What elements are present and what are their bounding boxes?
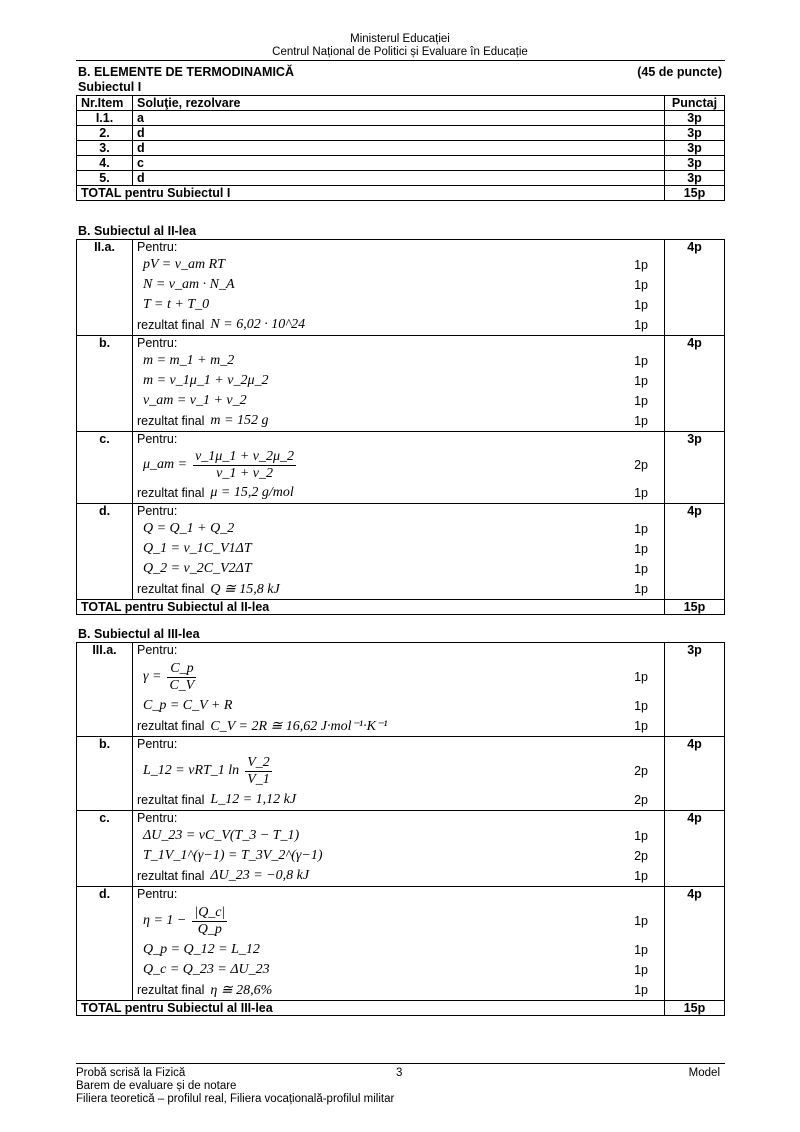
points: 3p (665, 141, 725, 156)
item-row (77, 240, 725, 336)
line-points: 1p (634, 829, 648, 843)
item-row (77, 504, 725, 600)
result-prefix: rezultat final (137, 414, 205, 428)
formula: Q ≅ 15,8 kJ (210, 581, 280, 597)
formula-line (137, 866, 660, 886)
section-points: (45 de puncte) (637, 65, 722, 79)
item-number: b. (77, 336, 133, 432)
fraction (239, 755, 272, 788)
total-row (77, 186, 725, 201)
subject-3-table (76, 642, 725, 1016)
formula: C_p = C_V + R (143, 698, 233, 713)
page-number: 3 (396, 1067, 403, 1079)
pentru-label: Pentru: (137, 887, 178, 901)
formula: L_12 = νRT_1 ln (143, 763, 240, 778)
formula-line (137, 716, 660, 736)
total-row (77, 1001, 725, 1016)
line-points: 1p (634, 869, 648, 883)
formula-line (137, 790, 660, 810)
points: 3p (665, 111, 725, 126)
fraction-numerator: C_p (167, 661, 196, 678)
line-points: 1p (634, 562, 648, 576)
line-points: 1p (634, 943, 648, 957)
item-number: 2. (77, 126, 133, 141)
line-points: 2p (634, 764, 648, 778)
item-number: d. (77, 504, 133, 600)
formula: T = t + T_0 (143, 297, 210, 312)
formula-line (137, 447, 660, 483)
total-label: TOTAL pentru Subiectul al II-lea (77, 600, 665, 615)
fraction (186, 905, 227, 938)
footer-filiera: Filiera teoretică – profilul real, Filiera vocațională-profilul militar (76, 1093, 395, 1105)
item-number: III.a. (77, 643, 133, 737)
pentru-label: Pentru: (137, 336, 178, 350)
line-points: 1p (634, 983, 648, 997)
formula: m = m_1 + m_2 (143, 353, 235, 368)
result-prefix: rezultat final (137, 793, 205, 807)
table-row (77, 141, 725, 156)
formula: ΔU_23 = −0,8 kJ (210, 868, 310, 883)
line-points: 1p (634, 278, 648, 292)
formula: m = ν_1μ_1 + ν_2μ_2 (143, 373, 269, 388)
formula-line (137, 980, 660, 1000)
line-points: 1p (634, 318, 648, 332)
fraction-denominator: ν_1 + ν_2 (216, 465, 273, 481)
formula-line (137, 315, 660, 335)
item-number: 3. (77, 141, 133, 156)
formula-line (137, 658, 660, 696)
subject-2-table (76, 239, 725, 615)
fraction-denominator: V_1 (247, 771, 270, 787)
formula: Q_2 = ν_2C_V2ΔT (143, 561, 252, 576)
subject-2-title: B. Subiectul al II-lea (78, 224, 197, 238)
formula: T_1V_1^(γ−1) = T_3V_2^(γ−1) (143, 848, 323, 863)
formula: N = 6,02 · 10^24 (210, 317, 306, 332)
item-number: II.a. (77, 240, 133, 336)
item-row (77, 643, 725, 737)
fraction-denominator: C_V (169, 677, 195, 693)
footer-model: Model (688, 1067, 720, 1079)
section-title: B. ELEMENTE DE TERMODINAMICĂ (78, 65, 294, 79)
pentru-label: Pentru: (137, 737, 178, 751)
formula-line (137, 826, 660, 846)
line-points: 1p (634, 298, 648, 312)
result-prefix: rezultat final (137, 582, 205, 596)
item-solution (133, 504, 665, 600)
line-points: 1p (634, 258, 648, 272)
pentru-label: Pentru: (137, 811, 178, 825)
formula-line (137, 846, 660, 866)
item-solution (133, 737, 665, 811)
total-points: 15p (665, 1001, 725, 1016)
item-solution (133, 336, 665, 432)
formula: μ_am = (143, 457, 188, 472)
total-row (77, 600, 725, 615)
formula-line (137, 411, 660, 431)
formula-line (137, 902, 660, 940)
formula-line (137, 275, 660, 295)
total-points: 15p (665, 600, 725, 615)
formula: γ = (143, 669, 162, 684)
item-solution (133, 240, 665, 336)
formula: Q = Q_1 + Q_2 (143, 521, 235, 536)
result-prefix: rezultat final (137, 318, 205, 332)
item-number: 5. (77, 171, 133, 186)
pentru-label: Pentru: (137, 504, 178, 518)
formula: μ = 15,2 g/mol (210, 485, 294, 500)
pentru-label: Pentru: (137, 240, 178, 254)
item-number: c. (77, 811, 133, 887)
points: 3p (665, 126, 725, 141)
line-points: 2p (634, 793, 648, 807)
item-number: c. (77, 432, 133, 504)
subject-1-title: Subiectul I (78, 80, 142, 94)
formula: ν_am = ν_1 + ν_2 (143, 393, 247, 408)
item-row (77, 336, 725, 432)
formula: Q_c = Q_23 = ΔU_23 (143, 962, 270, 977)
formula-line (137, 351, 660, 371)
item-row (77, 432, 725, 504)
footer-barem: Barem de evaluare și de notare (76, 1080, 237, 1092)
footer-exam: Probă scrisă la Fizică (76, 1067, 186, 1079)
line-points: 2p (634, 849, 648, 863)
points: 3p (665, 171, 725, 186)
formula-line (137, 255, 660, 275)
line-points: 1p (634, 542, 648, 556)
fraction (187, 449, 296, 482)
item-row (77, 887, 725, 1001)
line-points: 1p (634, 719, 648, 733)
formula: Q_p = Q_12 = L_12 (143, 942, 260, 957)
line-points: 1p (634, 582, 648, 596)
table-row (77, 171, 725, 186)
line-points: 1p (634, 699, 648, 713)
header-ministry: Ministerul Educației (350, 33, 450, 45)
answer: d (133, 141, 665, 156)
item-points: 3p (665, 432, 725, 504)
line-points: 1p (634, 394, 648, 408)
points: 3p (665, 156, 725, 171)
total-points: 15p (665, 186, 725, 201)
item-solution (133, 432, 665, 504)
line-points: 1p (634, 914, 648, 928)
item-points: 4p (665, 240, 725, 336)
table-header-row (77, 96, 725, 111)
result-prefix: rezultat final (137, 983, 205, 997)
item-number: d. (77, 887, 133, 1001)
table-row (77, 156, 725, 171)
line-points: 1p (634, 374, 648, 388)
formula-line (137, 483, 660, 503)
formula: Q_1 = ν_1C_V1ΔT (143, 541, 252, 556)
answer: d (133, 126, 665, 141)
formula-line (137, 371, 660, 391)
item-points: 3p (665, 643, 725, 737)
pentru-label: Pentru: (137, 643, 178, 657)
fraction-numerator: ν_1μ_1 + ν_2μ_2 (195, 448, 295, 464)
fraction-denominator: Q_p (197, 921, 222, 937)
item-row (77, 811, 725, 887)
table-row (77, 111, 725, 126)
item-points: 4p (665, 336, 725, 432)
subject-1-table (76, 95, 725, 201)
subject-3-title: B. Subiectul al III-lea (78, 627, 200, 641)
item-points: 4p (665, 811, 725, 887)
line-points: 1p (634, 414, 648, 428)
formula-line (137, 696, 660, 716)
formula-line (137, 539, 660, 559)
answer: c (133, 156, 665, 171)
result-prefix: rezultat final (137, 486, 205, 500)
header-solution: Soluţie, rezolvare (133, 96, 665, 111)
line-points: 1p (634, 670, 648, 684)
fraction-numerator: V_2 (247, 754, 270, 770)
header-divider (76, 60, 725, 61)
formula: η = 1 − (143, 913, 187, 928)
total-label: TOTAL pentru Subiectul al III-lea (77, 1001, 665, 1016)
formula: m = 152 g (210, 413, 269, 428)
line-points: 1p (634, 354, 648, 368)
item-number: I.1. (77, 111, 133, 126)
item-solution (133, 643, 665, 737)
item-points: 4p (665, 887, 725, 1001)
formula-line (137, 960, 660, 980)
footer-divider (76, 1063, 725, 1064)
item-points: 4p (665, 737, 725, 811)
formula-line (137, 752, 660, 790)
formula: C_V = 2R ≅ 16,62 J·mol⁻¹·K⁻¹ (210, 718, 388, 734)
answer: d (133, 171, 665, 186)
pentru-label: Pentru: (137, 432, 178, 446)
formula-line (137, 579, 660, 599)
header-center: Centrul Național de Politici și Evaluare în Educație (272, 46, 528, 58)
formula-line (137, 559, 660, 579)
formula-line (137, 519, 660, 539)
fraction-numerator: |Q_c| (194, 904, 226, 920)
item-points: 4p (665, 504, 725, 600)
item-solution (133, 887, 665, 1001)
line-points: 1p (634, 486, 648, 500)
header-points: Punctaj (665, 96, 725, 111)
formula-line (137, 940, 660, 960)
item-number: 4. (77, 156, 133, 171)
line-points: 2p (634, 458, 648, 472)
fraction (161, 661, 196, 694)
result-prefix: rezultat final (137, 869, 205, 883)
line-points: 1p (634, 963, 648, 977)
formula: ΔU_23 = νC_V(T_3 − T_1) (143, 828, 300, 843)
line-points: 1p (634, 522, 648, 536)
total-label: TOTAL pentru Subiectul I (77, 186, 665, 201)
table-row (77, 126, 725, 141)
item-solution (133, 811, 665, 887)
formula: N = ν_am · N_A (143, 277, 235, 292)
formula-line (137, 295, 660, 315)
item-row (77, 737, 725, 811)
formula: L_12 = 1,12 kJ (210, 792, 297, 807)
header-item: Nr.Item (77, 96, 133, 111)
item-number: b. (77, 737, 133, 811)
formula: η ≅ 28,6% (210, 982, 273, 998)
formula: pV = ν_am RT (143, 257, 225, 272)
answer: a (133, 111, 665, 126)
formula-line (137, 391, 660, 411)
result-prefix: rezultat final (137, 719, 205, 733)
